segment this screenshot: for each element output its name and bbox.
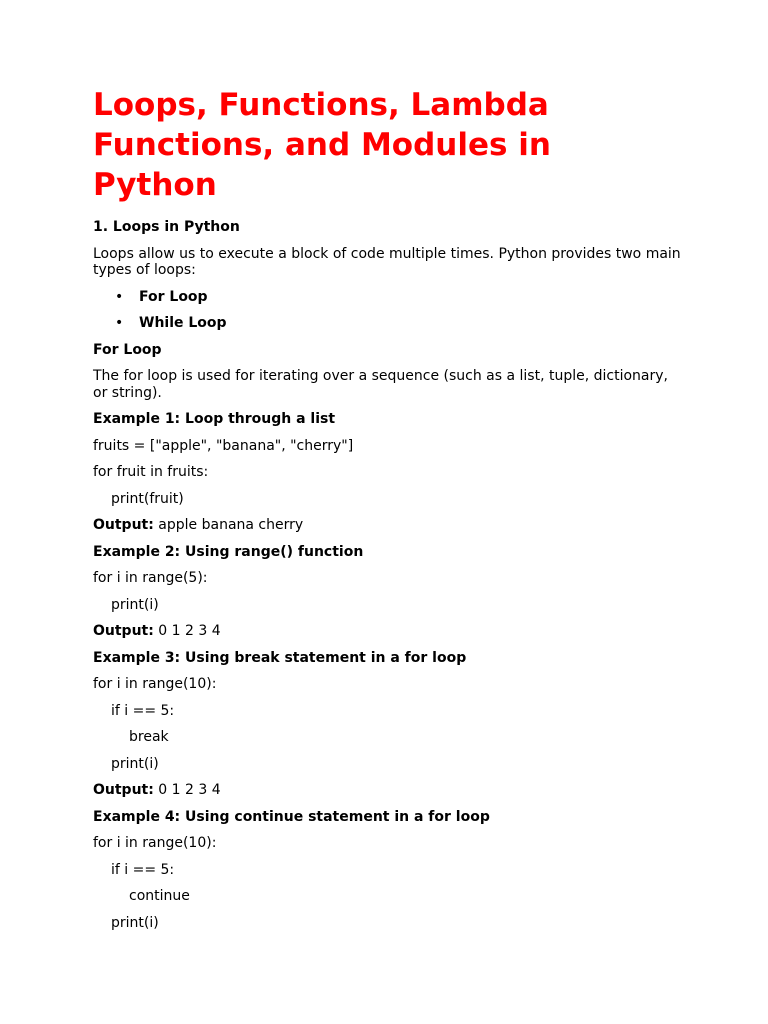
code-line: print(i) [111,596,159,613]
code-line: for fruit in fruits: [93,464,209,480]
output-label: Output: [93,517,154,533]
example-3-title: Example 3: Using break statement in a for loop [93,649,467,666]
code-line: if i == 5: [111,702,175,719]
output-value: 0 1 2 3 4 [158,623,221,639]
code-line: for i in range(5): [93,570,208,586]
code-line: print(i) [111,755,159,772]
code-line: print(i) [111,914,159,931]
output-label: Output: [93,782,154,798]
example-4-title: Example 4: Using continue statement in a for loop [93,808,490,825]
for-loop-description: The for loop is used for iterating over a sequence (such as a list, tuple, dictionary, or string). [93,368,669,401]
bullet-icon: • [115,288,124,305]
document-page [93,85,683,931]
example-1-title: Example 1: Loop through a list [93,411,336,427]
example-3-output [93,782,683,799]
list-item-for-loop [93,289,683,306]
code-line: print(fruit) [111,490,184,507]
example-1-output [93,517,683,534]
section-heading-loops: 1. Loops in Python [93,219,240,235]
loop-types-list [93,289,683,332]
code-line: fruits = ["apple", "banana", "cherry"] [93,437,354,454]
code-line: for i in range(10): [93,835,217,851]
output-value: 0 1 2 3 4 [158,782,221,798]
list-item-while-loop [93,315,683,332]
example-2-title: Example 2: Using range() function [93,543,364,560]
output-value: apple banana cherry [158,517,304,533]
subheading-for-loop: For Loop [93,341,162,358]
document-title: Loops, Functions, Lambda Functions, and Modules in Python [93,87,551,203]
code-line: for i in range(10): [93,676,217,692]
loops-intro-paragraph: Loops allow us to execute a block of code multiple times. Python provides two main types of loops: [93,245,681,278]
list-item-label: For Loop [139,288,208,305]
output-label: Output: [93,623,154,639]
list-item-label: While Loop [139,315,227,331]
bullet-icon: • [115,315,124,331]
example-2-output [93,623,683,640]
code-line: break [129,729,169,745]
code-line: continue [129,888,190,904]
code-line: if i == 5: [111,861,175,878]
